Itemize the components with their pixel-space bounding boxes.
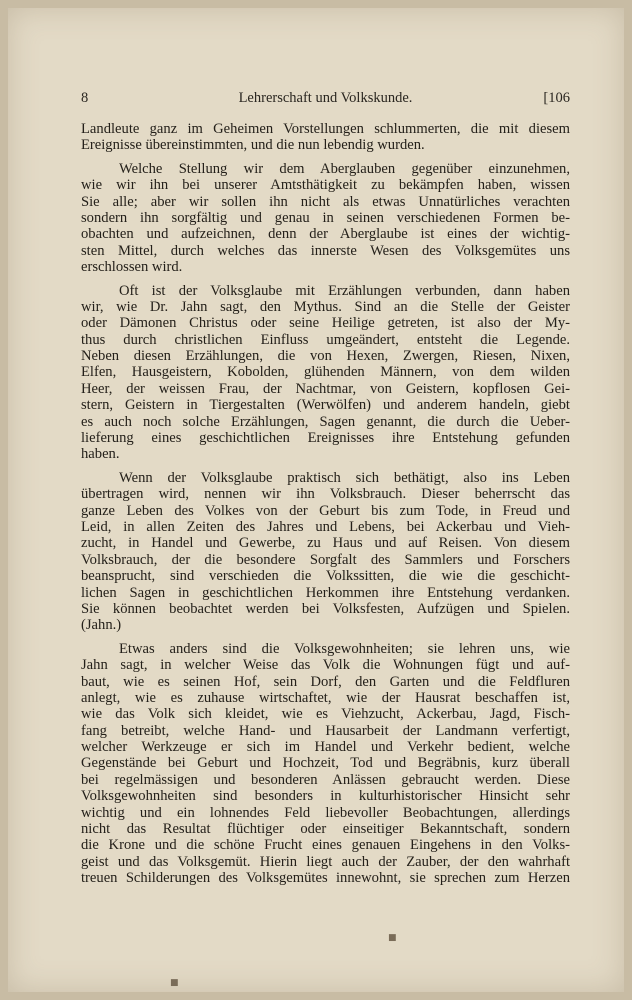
text-line: oder Dämonen Christus oder seine Heilige getreten, ist also der My- xyxy=(81,315,570,332)
text-line: Oft ist der Volksglaube mit Erzählungen verbunden, dann haben xyxy=(119,282,570,299)
text-line: wie wir ihn bei unserer Amtsthätigkeit zu bekämpfen haben, wissen xyxy=(81,177,570,194)
text-line: wie das Volk sich kleidet, wie es Viehzucht, Ackerbau, Jagd, Fisch- xyxy=(81,706,570,723)
text-line: obachten und aufzeichnen, denn der Aberglaube ist eines der wichtig- xyxy=(81,226,570,243)
paragraph xyxy=(81,641,570,887)
text-line: Gegenstände bei Geburt und Hochzeit, Tod und Begräbnis, kurz überall xyxy=(81,755,570,772)
running-title: Lehrerschaft und Volkskunde. xyxy=(238,90,413,106)
paragraph xyxy=(81,161,570,276)
paper-speck: ■ xyxy=(388,933,397,943)
text-line: lieferung eines geschichtlichen Ereignisses ihre Entstehung gefunden xyxy=(81,430,570,447)
paragraph xyxy=(81,121,570,154)
text-line: nicht das Resultat flüchtiger oder einseitiger Bekanntschaft, sondern xyxy=(81,821,570,838)
text-line: Neben diesen Erzählungen, die von Hexen, Zwergen, Riesen, Nixen, xyxy=(81,348,570,365)
paragraph xyxy=(81,470,570,634)
body-text xyxy=(81,121,570,894)
text-line: (Jahn.) xyxy=(81,617,122,634)
text-line: zucht, in Handel und Gewerbe, zu Haus und auf Reisen. Von diesem xyxy=(81,535,570,552)
text-line: haben. xyxy=(81,446,120,463)
text-line: baut, wie es seinen Hof, sein Dorf, den Garten und die Feldfluren xyxy=(81,673,570,690)
text-line: Sie können beobachtet werden bei Volksfesten, Aufzügen und Spielen. xyxy=(81,600,570,617)
text-line: lichen Sagen in geschichtlichen Herkommen ihre Entstehung verdanken. xyxy=(81,584,570,601)
text-line: ganze Leben des Volkes von der Geburt bis zum Tode, in Freud und xyxy=(81,502,570,519)
text-line: erschlossen wird. xyxy=(81,259,183,276)
text-line: wichtig und ein lohnendes Feld liebevoller Beobachtungen, allerdings xyxy=(81,804,570,821)
paragraph xyxy=(81,283,570,463)
text-line: treuen Schilderungen des Volksgemütes innewohnt, sie sprechen zum Herzen xyxy=(81,870,570,887)
text-line: Ereignisse übereinstimmten, und die nun lebendig wurden. xyxy=(81,137,425,154)
text-line: Etwas anders sind die Volksgewohnheiten; sie lehren uns, wie xyxy=(119,640,570,657)
text-line: Volksgewohnheiten sind besonders in kulturhistorischer Hinsicht sehr xyxy=(81,788,570,805)
text-line: Landleute ganz im Geheimen Vorstellungen schlummerten, die mit diesem xyxy=(81,121,570,137)
text-line: wir, wie Dr. Jahn sagt, den Mythus. Sind an die Stelle der Geister xyxy=(81,298,570,315)
text-line: sten Mittel, durch welches das innerste Wesen des Volksgemütes uns xyxy=(81,242,570,259)
text-line: übertragen wird, nennen wir ihn Volksbrauch. Dieser beherrscht das xyxy=(81,486,570,503)
text-line: Welche Stellung wir dem Aberglauben gegenüber einzunehmen, xyxy=(119,160,570,177)
text-line: thus durch christlichen Einfluss umgeändert, entsteht die Legende. xyxy=(81,331,570,348)
paper-speck: ■ xyxy=(170,978,179,988)
source-page-reference: [106 xyxy=(543,90,570,106)
text-line: Sie alle; aber wir sollen ihn nicht als etwas Unnatürliches verachten xyxy=(81,193,570,210)
text-line: geist und das Volksgemüt. Hierin liegt auch der Zauber, der den wahrhaft xyxy=(81,853,570,870)
running-header xyxy=(81,90,570,110)
text-line: Volksbrauch, der die besondere Sorgfalt des Sammlers und Forschers xyxy=(81,551,570,568)
text-line: bei regelmässigen und besonderen Anlässen gebraucht werden. Diese xyxy=(81,771,570,788)
text-line: stern, Geistern in Tiergestalten (Werwölfen) und anderem handeln, giebt xyxy=(81,397,570,414)
text-line: Jahn sagt, in welcher Weise das Volk die Wohnungen fügt und auf- xyxy=(81,657,570,674)
text-line: beansprucht, sind verschieden die Volkssitten, die wie die geschicht- xyxy=(81,568,570,585)
text-line: es auch noch solche Erzählungen, Sagen genannt, die durch die Ueber- xyxy=(81,413,570,430)
page-number: 8 xyxy=(81,90,89,106)
text-line: welcher Werkzeuge er sich im Handel und Verkehr bedient, welche xyxy=(81,739,570,756)
text-line: Leid, in allen Zeiten des Jahres und Lebens, bei Ackerbau und Vieh- xyxy=(81,518,570,535)
text-line: Heer, der weissen Frau, der Nachtmar, von Geistern, kopflosen Gei- xyxy=(81,380,570,397)
text-line: fang betreibt, welche Hand- und Hausarbeit der Landmann verfertigt, xyxy=(81,722,570,739)
text-line: anlegt, wie es zuhause wirtschaftet, wie der Hausrat beschaffen ist, xyxy=(81,689,570,706)
text-line: die Krone und die schöne Frucht eines genauen Eingehens in den Volks- xyxy=(81,837,570,854)
text-line: Elfen, Hausgeistern, Kobolden, glühenden Männern, von dem wilden xyxy=(81,364,570,381)
text-line: sondern ihn sorgfältig und genau in seinen verschiedenen Formen be- xyxy=(81,209,570,226)
text-line: Wenn der Volksglaube praktisch sich bethätigt, also ins Leben xyxy=(119,469,570,486)
